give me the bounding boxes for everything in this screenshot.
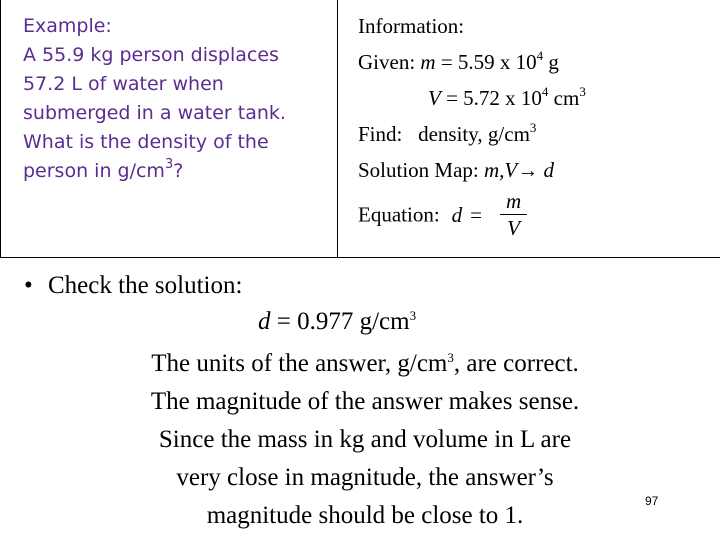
given-mass-row <box>358 44 586 80</box>
check-line-one: magnitude should be close to 1. <box>206 502 524 529</box>
mass-value: = 5.59 x 10 <box>435 50 537 74</box>
volume-exponent: 4 <box>541 84 549 99</box>
equation-equals: = <box>470 202 482 227</box>
example-line: A 55.9 kg person displaces <box>23 44 279 66</box>
example-line-last <box>23 157 323 186</box>
check-line-magnitude: The magnitude of the answer makes sense. <box>150 388 580 415</box>
units-prefix: The units of the answer, g/cm <box>151 350 448 377</box>
find-label: Find: <box>358 122 408 146</box>
find-value: density, g/cm <box>418 122 530 146</box>
equation-numerator: m <box>500 188 527 215</box>
equation-label: Equation: <box>358 202 440 227</box>
example-line: submerged in a water tank. <box>23 102 286 124</box>
information-panel <box>338 0 720 258</box>
equation-fraction <box>500 188 527 241</box>
result-variable: d <box>258 308 271 335</box>
check-line-since: Since the mass in kg and volume in L are <box>158 426 572 453</box>
find-exponent: 3 <box>529 120 537 135</box>
example-line: What is the density of the <box>23 131 269 153</box>
arrow-icon: → <box>517 158 539 182</box>
result-line <box>258 308 416 336</box>
mass-unit: g <box>543 50 559 74</box>
units-exponent: 3 <box>447 350 454 365</box>
volume-unit-exponent: 3 <box>579 84 586 99</box>
bullet-icon: • <box>24 272 33 299</box>
example-last-sup: 3 <box>164 157 174 172</box>
check-line-units <box>90 345 640 383</box>
page-number: 97 <box>645 494 659 508</box>
equation-row <box>358 188 586 241</box>
given-label: Given: <box>358 50 421 74</box>
mass-variable: m <box>420 50 436 74</box>
result-value: = 0.977 g/cm <box>270 308 410 335</box>
equation-lhs: d <box>451 202 463 227</box>
info-heading: Information: <box>358 14 465 38</box>
example-last-suffix: ? <box>173 160 184 182</box>
information-text <box>358 8 586 241</box>
solution-map-output: d <box>538 158 555 182</box>
check-solution-bullet <box>24 270 242 302</box>
solution-map-row <box>358 152 586 188</box>
find-row <box>358 116 586 152</box>
check-paragraph <box>90 345 640 535</box>
example-text <box>23 12 323 186</box>
check-solution-label: Check the solution: <box>48 272 243 299</box>
solution-map-label: Solution Map: <box>358 158 485 182</box>
volume-variable: V <box>428 86 441 110</box>
example-line: Example: <box>23 15 112 37</box>
equation-denominator: V <box>507 216 520 240</box>
volume-value: = 5.72 x 10 <box>440 86 542 110</box>
check-line-close: very close in magnitude, the answer’s <box>176 464 554 491</box>
units-suffix: , are correct. <box>453 350 579 377</box>
given-volume-row <box>358 80 586 116</box>
result-exponent: 3 <box>409 308 417 323</box>
mass-exponent: 4 <box>536 48 544 63</box>
example-last-prefix: person in g/cm <box>23 160 165 182</box>
example-line: 57.2 L of water when <box>23 73 224 95</box>
example-panel <box>0 0 338 258</box>
solution-map-inputs: m,V <box>484 158 518 182</box>
volume-unit: cm <box>548 86 580 110</box>
